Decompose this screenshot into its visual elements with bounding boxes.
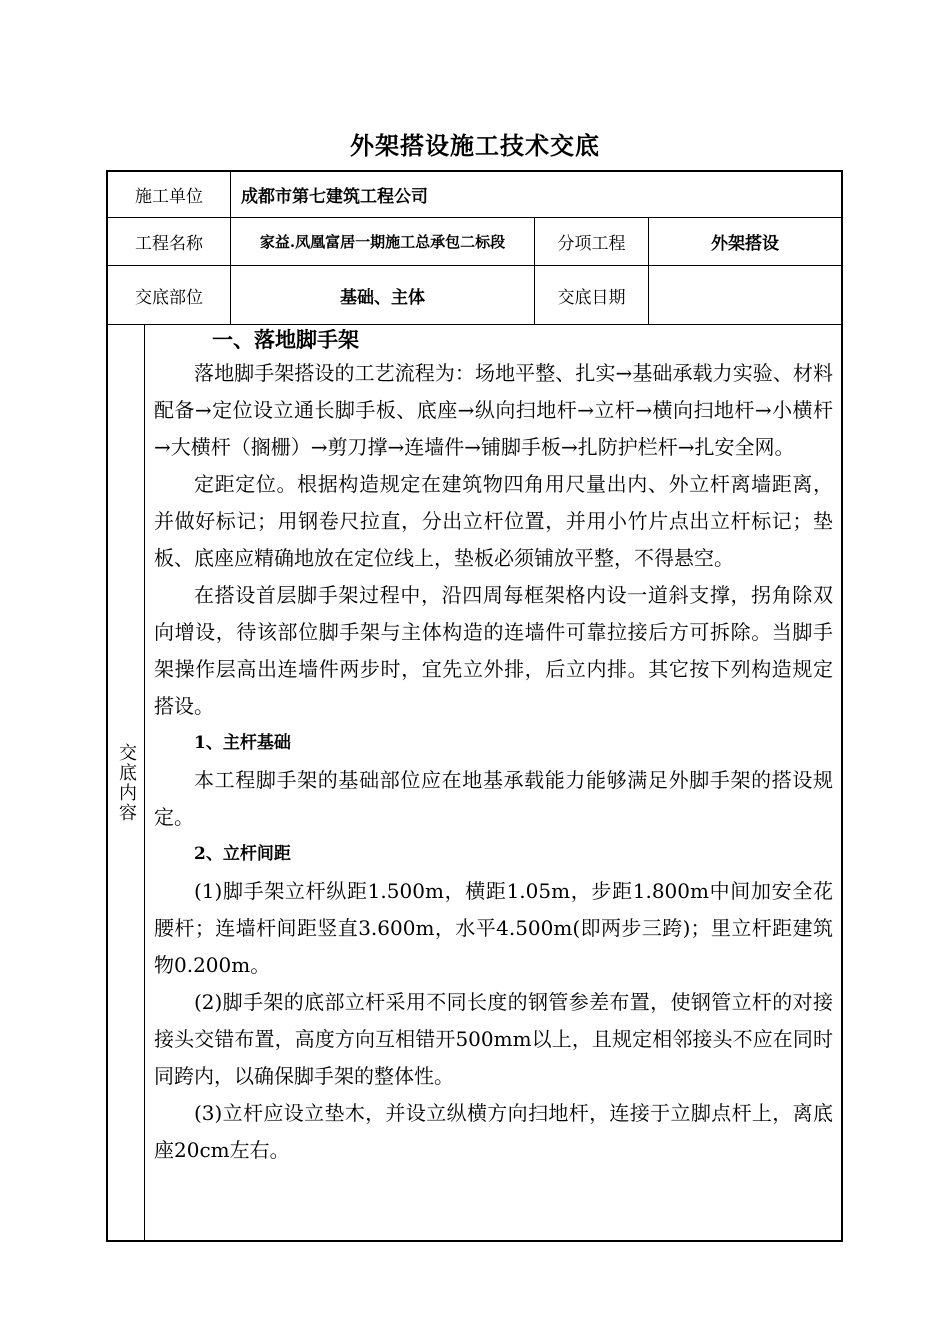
- unit-value: 成都市第七建筑工程公司: [230, 172, 841, 217]
- document-title: 外架搭设施工技术交底: [350, 131, 600, 160]
- unit-label: 施工单位: [135, 187, 203, 207]
- paragraph: 在搭设首层脚手架过程中，沿四周每框架格内设一道斜支撑，拐角除双向增设，待该部位脚手架与主体构造的连墙件可靠拉接后方可拆除。当脚手架操作层高出连墙件两步时，宜先立外排，后立内排。其它按下列构造规定搭设。: [154, 583, 833, 718]
- section-title: 一、落地脚手架: [212, 327, 359, 352]
- date-label: 交底日期: [534, 266, 648, 324]
- paragraph: 落地脚手架搭设的工艺流程为：场地平整、扎实→基础承载力实验、材料配备→定位设立通长脚手板、底座→纵向扫地杆→立杆→横向扫地杆→小横杆→大横杆（搁栅）→剪刀撑→连墙件→铺脚手板→扎防护栏杆→扎安全网。: [154, 361, 833, 459]
- project-label: 工程名称: [135, 234, 203, 254]
- part-label: 交底部位: [135, 287, 203, 308]
- paragraph: (2)脚手架的底部立杆采用不同长度的钢管参差布置，使钢管立杆的对接接头交错布置，高度方向互相错开500mm以上，且规定相邻接头不应在同时同跨内，以确保脚手架的整体性。: [154, 990, 833, 1088]
- project-value: 家益.凤凰富居一期施工总承包二标段: [230, 218, 534, 265]
- subitem-value: 外架搭设: [648, 218, 841, 265]
- row-disclosure-part: [108, 266, 841, 325]
- disclosure-table: [106, 170, 843, 1242]
- content-row: [108, 325, 841, 1240]
- side-label-text: 交底内容: [116, 742, 137, 823]
- content-body: [154, 325, 833, 1169]
- subsection-title: 2、立杆间距: [194, 844, 291, 864]
- row-project-name: [108, 218, 841, 266]
- part-value: 基础、主体: [230, 266, 534, 324]
- paragraph: 定距定位。根据构造规定在建筑物四角用尺量出内、外立杆离墙距离，并做好标记；用钢卷尺拉直，分出立杆位置，并用小竹片点出立杆标记；垫板、底座应精确地放在定位线上，垫板必须铺放平整，不得悬空。: [154, 472, 833, 570]
- paragraph: 本工程脚手架的基础部位应在地基承载能力能够满足外脚手架的搭设规定。: [154, 768, 833, 829]
- content-side-label: [108, 325, 145, 1240]
- row-construction-unit: [108, 172, 841, 218]
- date-value: [648, 266, 841, 324]
- subitem-label: 分项工程: [534, 218, 648, 265]
- subsection-title: 1、主杆基础: [194, 733, 291, 753]
- paragraph: (1)脚手架立杆纵距1.500m，横距1.05m，步距1.800m中间加安全花腰杆；连墙杆间距竖直3.600m，水平4.500m(即两步三跨)；里立杆距建筑物0.200m。: [154, 879, 833, 977]
- paragraph: (3)立杆应设立垫木，并设立纵横方向扫地杆，连接于立脚点杆上，离底座20cm左右。: [154, 1101, 833, 1162]
